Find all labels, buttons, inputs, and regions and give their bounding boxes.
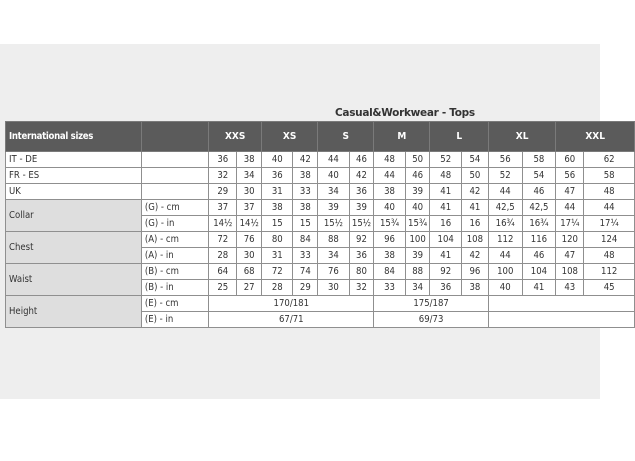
size-value-cell: 50	[461, 168, 488, 184]
header-blank	[141, 122, 208, 152]
size-value-cell: 38	[374, 248, 405, 264]
row-waist-cm	[6, 264, 635, 280]
size-value-cell: 43	[556, 280, 584, 296]
size-value-cell: 50	[405, 152, 430, 168]
size-value-cell: 15	[262, 216, 293, 232]
size-value-cell: 46	[522, 248, 556, 264]
height-cm-m-l: 175/187	[374, 296, 489, 312]
size-value-cell: 29	[293, 280, 318, 296]
size-value-cell: 96	[374, 232, 405, 248]
table-title: Casual&Workwear - Tops	[335, 107, 475, 119]
size-value-cell: 36	[349, 248, 374, 264]
height-in-xxs-s: 67/71	[209, 312, 374, 328]
size-xs: XS	[262, 122, 318, 152]
row-group-height: Height	[6, 296, 142, 328]
unit-blank	[141, 168, 208, 184]
row-chest-cm	[6, 232, 635, 248]
size-value-cell: 42	[461, 184, 488, 200]
size-value-cell: 104	[522, 264, 556, 280]
size-value-cell: 15¾	[405, 216, 430, 232]
size-value-cell: 52	[488, 168, 522, 184]
size-value-cell: 31	[262, 184, 293, 200]
size-value-cell: 48	[374, 152, 405, 168]
size-value-cell: 32	[349, 280, 374, 296]
size-value-cell: 54	[461, 152, 488, 168]
size-value-cell: 16	[430, 216, 461, 232]
size-value-cell: 44	[584, 200, 635, 216]
size-value-cell: 72	[262, 264, 293, 280]
unit-label: (B) - cm	[141, 264, 208, 280]
size-value-cell: 29	[209, 184, 237, 200]
size-value-cell: 104	[430, 232, 461, 248]
size-value-cell: 47	[556, 184, 584, 200]
size-value-cell: 47	[556, 248, 584, 264]
size-xxs: XXS	[209, 122, 262, 152]
size-value-cell: 116	[522, 232, 556, 248]
size-value-cell: 33	[293, 184, 318, 200]
size-value-cell: 15¾	[374, 216, 405, 232]
size-value-cell: 30	[237, 184, 262, 200]
unit-blank	[141, 152, 208, 168]
size-value-cell: 28	[262, 280, 293, 296]
size-value-cell: 41	[430, 248, 461, 264]
size-value-cell: 27	[237, 280, 262, 296]
size-value-cell: 33	[293, 248, 318, 264]
unit-label: (E) - in	[141, 312, 208, 328]
height-cm-xxs-s: 170/181	[209, 296, 374, 312]
size-value-cell: 108	[461, 232, 488, 248]
size-value-cell: 41	[430, 184, 461, 200]
size-value-cell: 88	[405, 264, 430, 280]
size-value-cell: 46	[349, 152, 374, 168]
size-value-cell: 15½	[349, 216, 374, 232]
size-value-cell: 42,5	[522, 200, 556, 216]
size-value-cell: 48	[584, 248, 635, 264]
size-value-cell: 38	[237, 152, 262, 168]
size-value-cell: 40	[374, 200, 405, 216]
row-label: FR - ES	[6, 168, 142, 184]
size-chart-table	[5, 121, 635, 328]
size-value-cell: 37	[209, 200, 237, 216]
size-value-cell: 42	[349, 168, 374, 184]
size-value-cell: 34	[405, 280, 430, 296]
size-value-cell: 58	[584, 168, 635, 184]
unit-label: (A) - cm	[141, 232, 208, 248]
size-m: M	[374, 122, 430, 152]
size-value-cell: 74	[293, 264, 318, 280]
unit-label: (E) - cm	[141, 296, 208, 312]
unit-label: (G) - in	[141, 216, 208, 232]
row-group-waist: Waist	[6, 264, 142, 296]
size-value-cell: 16¾	[522, 216, 556, 232]
row-it-de	[6, 152, 635, 168]
size-value-cell: 76	[237, 232, 262, 248]
row-label: UK	[6, 184, 142, 200]
size-value-cell: 17¼	[556, 216, 584, 232]
size-value-cell: 124	[584, 232, 635, 248]
size-value-cell: 34	[318, 248, 349, 264]
row-group-collar: Collar	[6, 200, 142, 232]
size-value-cell: 84	[374, 264, 405, 280]
size-value-cell: 38	[374, 184, 405, 200]
size-value-cell: 17¼	[584, 216, 635, 232]
row-fr-es	[6, 168, 635, 184]
size-value-cell: 52	[430, 152, 461, 168]
size-value-cell: 28	[209, 248, 237, 264]
header-row	[6, 122, 635, 152]
size-value-cell: 54	[522, 168, 556, 184]
size-value-cell: 40	[488, 280, 522, 296]
height-cm-xl-xxl	[488, 296, 634, 312]
size-value-cell: 44	[374, 168, 405, 184]
size-value-cell: 44	[318, 152, 349, 168]
size-value-cell: 36	[209, 152, 237, 168]
size-value-cell: 36	[430, 280, 461, 296]
size-value-cell: 16	[461, 216, 488, 232]
size-value-cell: 32	[209, 168, 237, 184]
size-xl: XL	[488, 122, 555, 152]
size-value-cell: 16¾	[488, 216, 522, 232]
unit-label: (A) - in	[141, 248, 208, 264]
size-value-cell: 80	[262, 232, 293, 248]
size-value-cell: 92	[430, 264, 461, 280]
size-value-cell: 40	[262, 152, 293, 168]
size-value-cell: 96	[461, 264, 488, 280]
size-value-cell: 37	[237, 200, 262, 216]
size-value-cell: 64	[209, 264, 237, 280]
size-value-cell: 38	[293, 200, 318, 216]
size-value-cell: 62	[584, 152, 635, 168]
size-value-cell: 14½	[237, 216, 262, 232]
size-value-cell: 14½	[209, 216, 237, 232]
size-value-cell: 48	[430, 168, 461, 184]
size-value-cell: 41	[522, 280, 556, 296]
unit-blank	[141, 184, 208, 200]
size-value-cell: 76	[318, 264, 349, 280]
size-value-cell: 112	[584, 264, 635, 280]
size-value-cell: 34	[318, 184, 349, 200]
size-value-cell: 41	[430, 200, 461, 216]
size-value-cell: 34	[237, 168, 262, 184]
size-value-cell: 45	[584, 280, 635, 296]
size-value-cell: 39	[405, 184, 430, 200]
size-value-cell: 38	[293, 168, 318, 184]
size-value-cell: 33	[374, 280, 405, 296]
size-value-cell: 39	[318, 200, 349, 216]
size-value-cell: 88	[318, 232, 349, 248]
size-value-cell: 40	[405, 200, 430, 216]
size-value-cell: 58	[522, 152, 556, 168]
size-s: S	[318, 122, 374, 152]
unit-label: (G) - cm	[141, 200, 208, 216]
size-value-cell: 42	[461, 248, 488, 264]
size-l: L	[430, 122, 488, 152]
height-in-xl-xxl	[488, 312, 634, 328]
size-value-cell: 38	[461, 280, 488, 296]
row-uk	[6, 184, 635, 200]
size-value-cell: 100	[488, 264, 522, 280]
size-value-cell: 36	[262, 168, 293, 184]
size-value-cell: 38	[262, 200, 293, 216]
row-height-cm	[6, 296, 635, 312]
size-value-cell: 112	[488, 232, 522, 248]
size-value-cell: 46	[522, 184, 556, 200]
size-value-cell: 41	[461, 200, 488, 216]
size-value-cell: 36	[349, 184, 374, 200]
size-value-cell: 92	[349, 232, 374, 248]
size-value-cell: 44	[488, 248, 522, 264]
size-value-cell: 80	[349, 264, 374, 280]
size-value-cell: 42	[293, 152, 318, 168]
size-value-cell: 15	[293, 216, 318, 232]
size-value-cell: 108	[556, 264, 584, 280]
size-value-cell: 56	[556, 168, 584, 184]
size-value-cell: 30	[237, 248, 262, 264]
size-value-cell: 56	[488, 152, 522, 168]
size-value-cell: 15½	[318, 216, 349, 232]
row-collar-cm	[6, 200, 635, 216]
row-label: IT - DE	[6, 152, 142, 168]
row-group-chest: Chest	[6, 232, 142, 264]
size-value-cell: 120	[556, 232, 584, 248]
size-xxl: XXL	[556, 122, 635, 152]
size-value-cell: 40	[318, 168, 349, 184]
height-in-m-l: 69/73	[374, 312, 489, 328]
size-value-cell: 39	[405, 248, 430, 264]
size-value-cell: 39	[349, 200, 374, 216]
size-value-cell: 68	[237, 264, 262, 280]
size-value-cell: 44	[556, 200, 584, 216]
unit-label: (B) - in	[141, 280, 208, 296]
size-value-cell: 46	[405, 168, 430, 184]
size-value-cell: 60	[556, 152, 584, 168]
header-international-sizes: International sizes	[6, 122, 142, 152]
size-value-cell: 31	[262, 248, 293, 264]
size-value-cell: 72	[209, 232, 237, 248]
size-value-cell: 44	[488, 184, 522, 200]
size-value-cell: 100	[405, 232, 430, 248]
size-value-cell: 30	[318, 280, 349, 296]
size-value-cell: 48	[584, 184, 635, 200]
size-value-cell: 42,5	[488, 200, 522, 216]
size-value-cell: 25	[209, 280, 237, 296]
size-value-cell: 84	[293, 232, 318, 248]
